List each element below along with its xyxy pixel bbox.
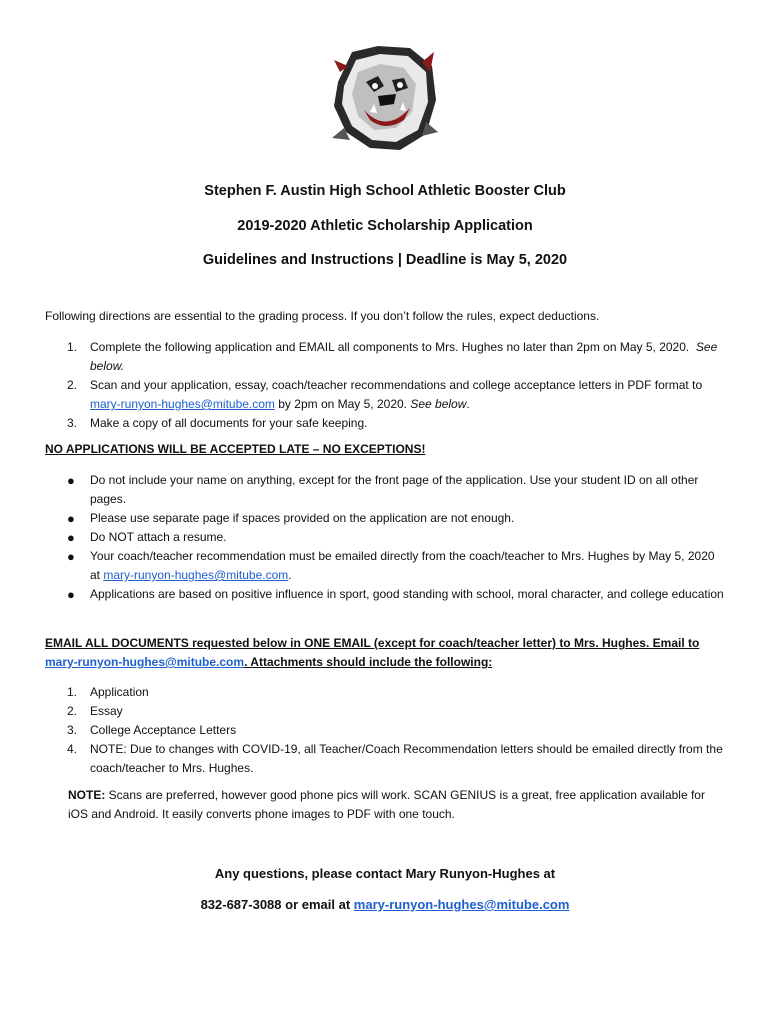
rule-text: . [288,568,292,582]
intro-text: Following directions are essential to the grading process. If you don’t follow the rules, expect deductions. [45,309,600,323]
attachment-item [67,683,726,702]
attachment-number: 3. [67,723,78,737]
attachment-text: College Acceptance Letters [90,723,237,737]
email-link[interactable]: mary-runyon-hughes@mitube.com [45,655,245,669]
step-text: Scan and your application, essay, coach/teacher recommendations and college acceptance letters in PDF format to [90,378,703,392]
rule-item [67,471,726,509]
title-club: Stephen F. Austin High School Athletic Booster Club [204,183,566,199]
email-instructions-heading [45,634,725,672]
step-see-below: See below [410,397,467,411]
step-text: . [466,397,470,411]
contact-line: Any questions, please contact Mary Runyon-Hughes at [214,866,556,881]
rules-list [67,471,726,604]
attachment-number: 4. [67,742,78,756]
attachment-number: 2. [67,704,78,718]
rule-text: Do not include your name on anything, except for the front page of the application. Use your student ID on all other pages. [90,473,699,506]
step-number: 2. [67,378,78,392]
title-application: 2019-2020 Athletic Scholarship Application [237,218,533,234]
bullet-icon: ● [67,587,75,602]
scan-note [68,786,728,824]
bullet-icon: ● [67,511,75,526]
email-link[interactable]: mary-runyon-hughes@mitube.com [90,397,275,411]
rule-text: Please use separate page if spaces provided on the application are not enough. [90,511,515,525]
attachment-item [67,721,726,740]
bullet-icon: ● [67,549,75,564]
contact-phone: 832-687-3088 or email at [200,897,354,912]
rule-text: Your coach/teacher recommendation must be emailed directly from the coach/teacher to Mrs. Hughes by May 5, 2020 at [90,549,715,582]
title-guidelines: Guidelines and Instructions | Deadline is May 5, 2020 [202,252,568,268]
bullet-icon: ● [67,530,75,545]
attachment-item [67,702,726,721]
attachment-text: NOTE: Due to changes with COVID-19, all Teacher/Coach Recommendation letters should be emailed directly from the coach/teacher to Mrs. Hughes. [90,742,723,775]
rule-item [67,585,726,604]
rule-text: Applications are based on positive influence in sport, good standing with school, moral character, and college education [90,587,724,601]
contact-phone-email [0,897,770,912]
rule-text: Do NOT attach a resume. [90,530,227,544]
attachment-item [67,740,726,778]
email-link[interactable]: mary-runyon-hughes@mitube.com [103,568,289,582]
rule-item [67,528,726,547]
contact-email-link[interactable]: mary-runyon-hughes@mitube.com [353,897,570,912]
steps-list [67,338,730,433]
email-heading-text: EMAIL ALL DOCUMENTS requested below in ONE EMAIL (except for coach/teacher letter) to Mrs. Hughes. Email to [45,636,700,650]
step-text: Make a copy of all documents for your safe keeping. [90,416,368,430]
attachments-list [67,683,726,778]
bullet-icon: ● [67,473,75,488]
rule-item [67,509,726,528]
step-number: 1. [67,340,78,354]
step-item [67,414,730,433]
step-text: Complete the following application and EMAIL all components to Mrs. Hughes no later than 2pm on May 5, 2020. [90,340,690,354]
rule-item [67,547,726,585]
attachment-number: 1. [67,685,78,699]
note-text: Scans are preferred, however good phone pics will work. SCAN GENIUS is a great, free application available for iOS and Android. It easily converts phone images to PDF with one touch. [68,788,705,821]
bulldog-mascot-icon [330,42,440,154]
step-text: by 2pm on May 5, 2020. [274,397,411,411]
note-label: NOTE: [68,788,106,802]
email-heading-text: . Attachments should include the following: [244,655,493,669]
step-number: 3. [67,416,78,430]
step-item [67,376,730,414]
step-see-below: See below. [90,340,718,373]
attachment-text: Essay [90,704,123,718]
late-warning: NO APPLICATIONS WILL BE ACCEPTED LATE – NO EXCEPTIONS! [45,442,426,456]
attachment-text: Application [90,685,149,699]
step-item [67,338,730,376]
